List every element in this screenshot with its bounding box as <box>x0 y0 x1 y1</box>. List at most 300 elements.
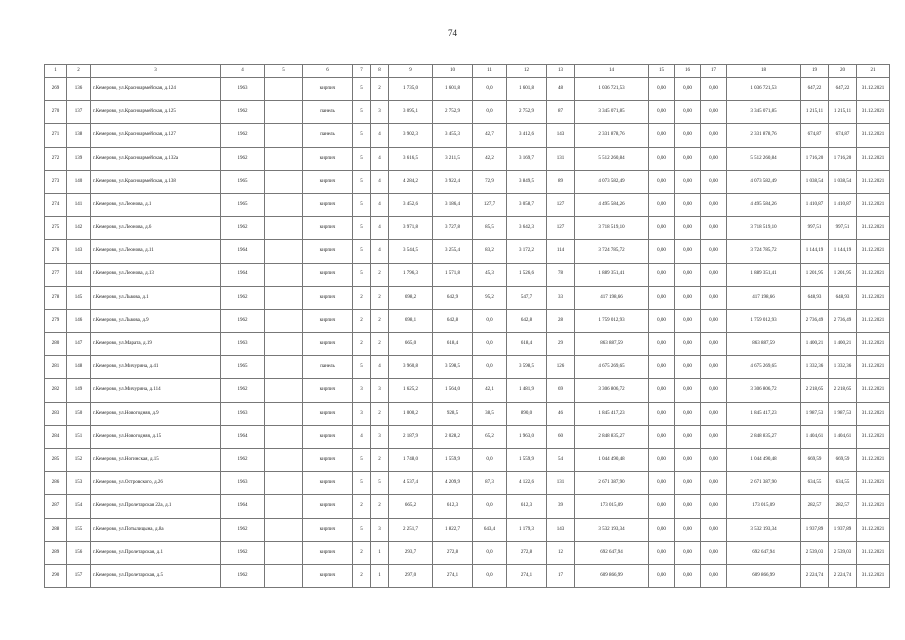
table-cell <box>265 124 303 147</box>
table-cell: 2 028,2 <box>433 425 473 448</box>
table-cell: 0,00 <box>649 124 675 147</box>
table-cell: 274 <box>45 193 67 216</box>
table-cell: 1962 <box>221 309 265 332</box>
table-row <box>45 309 890 332</box>
table-cell: 31.12.2021 <box>857 472 890 495</box>
table-cell: 1 400,21 <box>829 333 857 356</box>
table-cell: 0,00 <box>649 217 675 240</box>
table-cell: 31.12.2021 <box>857 170 890 193</box>
table-cell: 278 <box>45 286 67 309</box>
column-number-cell: 1 <box>45 65 67 78</box>
table-cell: 1 038,54 <box>829 170 857 193</box>
table-cell: 5 512 260,84 <box>727 147 801 170</box>
table-row <box>45 495 890 518</box>
table-cell: 0,00 <box>649 286 675 309</box>
table-cell: 281 <box>45 356 67 379</box>
table-cell: 665,2 <box>389 495 433 518</box>
table-cell: 1 <box>371 541 389 564</box>
table-cell: 0,00 <box>675 263 701 286</box>
table-cell: 0,00 <box>675 333 701 356</box>
table-cell: 3 211,5 <box>433 147 473 170</box>
table-cell: 2 539,03 <box>829 541 857 564</box>
table-cell: 4 209,9 <box>433 472 473 495</box>
table-row <box>45 286 890 309</box>
table-cell: 31.12.2021 <box>857 124 890 147</box>
table-cell: 5 <box>353 193 371 216</box>
table-cell: 3 718 519,10 <box>575 217 649 240</box>
table-cell: 417 198,66 <box>727 286 801 309</box>
table-cell: 2 <box>353 309 371 332</box>
table-cell: 0,0 <box>473 78 507 101</box>
table-cell: 89 <box>547 170 575 193</box>
table-cell: 3 <box>371 379 389 402</box>
table-cell: 692 647,94 <box>575 541 649 564</box>
table-cell: 4 <box>371 147 389 170</box>
table-cell: 289 <box>45 541 67 564</box>
table-cell: 270 <box>45 101 67 124</box>
table-cell: 0,00 <box>675 309 701 332</box>
table-cell: 3 186,4 <box>433 193 473 216</box>
column-number-cell: 5 <box>265 65 303 78</box>
table-cell: г.Кемерово, ул.Леонова, д.6 <box>91 217 221 240</box>
table-cell: 698,1 <box>389 309 433 332</box>
table-cell: 674,87 <box>829 124 857 147</box>
table-cell: 4 284,2 <box>389 170 433 193</box>
table-cell: 4 <box>371 356 389 379</box>
table-row <box>45 541 890 564</box>
table-cell: 3 <box>353 379 371 402</box>
table-cell: 2 736,49 <box>801 309 829 332</box>
table-cell <box>265 472 303 495</box>
table-cell: 274,1 <box>433 564 473 587</box>
table-cell: 287 <box>45 495 67 518</box>
table-cell: 1963 <box>221 472 265 495</box>
table-cell: 143 <box>67 240 91 263</box>
table-row <box>45 333 890 356</box>
table-cell: 1 759 012,93 <box>575 309 649 332</box>
table-cell: 0,00 <box>701 472 727 495</box>
table-cell: 157 <box>67 564 91 587</box>
table-cell: 31.12.2021 <box>857 309 890 332</box>
table-cell: 31.12.2021 <box>857 286 890 309</box>
table-cell: 282,57 <box>801 495 829 518</box>
table-cell: 0,00 <box>649 101 675 124</box>
table-cell: 5 <box>353 449 371 472</box>
table-cell: 126 <box>547 356 575 379</box>
table-cell: 2 <box>371 402 389 425</box>
table-cell: 4 073 582,49 <box>727 170 801 193</box>
table-cell: 3 849,5 <box>507 170 547 193</box>
table-cell: г.Кемерово, ул.Пролетарская, д.1 <box>91 541 221 564</box>
table-cell: 4 675 269,65 <box>727 356 801 379</box>
table-cell: 928,5 <box>433 402 473 425</box>
table-cell: 297,0 <box>389 564 433 587</box>
table-cell: 1965 <box>221 193 265 216</box>
table-cell: кирпич <box>303 379 353 402</box>
table-cell: 3 724 785,72 <box>575 240 649 263</box>
table-cell: 282 <box>45 379 67 402</box>
table-cell: 3 <box>371 425 389 448</box>
table-cell: 648,93 <box>801 286 829 309</box>
table-cell: 31.12.2021 <box>857 263 890 286</box>
table-cell: 1 332,36 <box>801 356 829 379</box>
table-cell: 692 647,94 <box>727 541 801 564</box>
table-cell: 0,0 <box>473 449 507 472</box>
table-cell: 2 848 835,27 <box>575 425 649 448</box>
table-cell: 65,2 <box>473 425 507 448</box>
table-cell: 0,00 <box>701 78 727 101</box>
table-cell: 0,00 <box>675 170 701 193</box>
table-cell: 1 404,61 <box>829 425 857 448</box>
table-cell: 0,00 <box>649 564 675 587</box>
table-cell: 2 331 878,76 <box>575 124 649 147</box>
column-number-cell: 16 <box>675 65 701 78</box>
table-cell: 648,93 <box>829 286 857 309</box>
table-cell: 4 495 584,26 <box>575 193 649 216</box>
table-cell: г.Кемерово, ул.Леонова, д.11 <box>91 240 221 263</box>
table-cell: 276 <box>45 240 67 263</box>
table-cell: 0,00 <box>675 286 701 309</box>
table-cell: 4 495 584,26 <box>727 193 801 216</box>
table-cell: 1 963,0 <box>507 425 547 448</box>
table-cell: 642,9 <box>433 286 473 309</box>
table-cell: 42,7 <box>473 124 507 147</box>
table-cell: 38,5 <box>473 402 507 425</box>
table-cell: 31.12.2021 <box>857 425 890 448</box>
table-cell: 114 <box>547 240 575 263</box>
table-cell: 2 <box>371 78 389 101</box>
table-cell: 0,00 <box>675 402 701 425</box>
table-cell: 3 255,4 <box>433 240 473 263</box>
table-cell: кирпич <box>303 217 353 240</box>
table-cell: 3 345 071,85 <box>727 101 801 124</box>
table-row <box>45 263 890 286</box>
table-cell: 46 <box>547 402 575 425</box>
table-cell: 1 144,19 <box>801 240 829 263</box>
table-cell: 31.12.2021 <box>857 379 890 402</box>
table-cell: 4 <box>353 425 371 448</box>
table-cell: 0,00 <box>675 541 701 564</box>
table-cell: 2 224,74 <box>829 564 857 587</box>
table-row <box>45 402 890 425</box>
table-cell <box>265 518 303 541</box>
table-cell: 272 <box>45 147 67 170</box>
table-cell: 5 <box>353 356 371 379</box>
table-cell: 0,0 <box>473 333 507 356</box>
column-number-cell: 19 <box>801 65 829 78</box>
table-cell: г.Кемерово, ул.Леонова, д.13 <box>91 263 221 286</box>
table-cell: 28 <box>547 309 575 332</box>
table-cell: 0,00 <box>701 425 727 448</box>
table-cell: 0,00 <box>675 147 701 170</box>
table-cell: 0,00 <box>649 170 675 193</box>
table-cell <box>265 425 303 448</box>
table-cell: 3 169,7 <box>507 147 547 170</box>
table-cell <box>265 402 303 425</box>
table-cell: 149 <box>67 379 91 402</box>
table-cell: 3 095,1 <box>389 101 433 124</box>
table-cell: 147 <box>67 333 91 356</box>
table-cell: 0,00 <box>701 124 727 147</box>
table-row <box>45 170 890 193</box>
table-cell: г.Кемерово, ул.Островского, д.26 <box>91 472 221 495</box>
table-cell: 31.12.2021 <box>857 78 890 101</box>
table-cell: 2 251,7 <box>389 518 433 541</box>
table-cell <box>265 333 303 356</box>
page-number: 74 <box>448 28 457 38</box>
table-cell: 4 <box>371 240 389 263</box>
table-cell: 4 <box>371 193 389 216</box>
table-cell: 642,8 <box>507 309 547 332</box>
table-cell: 4 <box>371 124 389 147</box>
table-cell: 143 <box>547 518 575 541</box>
table-cell: г.Кемерово, ул.Пролетарская, д.5 <box>91 564 221 587</box>
table-cell: 0,00 <box>701 147 727 170</box>
table-cell: 5 <box>353 170 371 193</box>
table-cell: 146 <box>67 309 91 332</box>
column-number-cell: 6 <box>303 65 353 78</box>
table-cell: 1 400,21 <box>801 333 829 356</box>
table-cell: 150 <box>67 402 91 425</box>
table-cell: 0,0 <box>473 101 507 124</box>
table-cell: 0,00 <box>701 193 727 216</box>
table-cell: 45,3 <box>473 263 507 286</box>
table-cell: 3 727,8 <box>433 217 473 240</box>
table-cell: 0,0 <box>473 309 507 332</box>
table-cell: 1 144,19 <box>829 240 857 263</box>
table-cell: 618,4 <box>507 333 547 356</box>
table-cell: 2 <box>353 286 371 309</box>
table-cell: 0,00 <box>701 240 727 263</box>
table-cell <box>265 217 303 240</box>
table-cell: 137 <box>67 101 91 124</box>
table-cell: 642,8 <box>433 309 473 332</box>
table-cell: 3 532 193,34 <box>727 518 801 541</box>
table-cell: 139 <box>67 147 91 170</box>
table-cell: кирпич <box>303 263 353 286</box>
table-cell: 54 <box>547 449 575 472</box>
table-cell: 5 <box>353 518 371 541</box>
table-cell: 3 532 193,34 <box>575 518 649 541</box>
table-row <box>45 147 890 170</box>
table-cell <box>265 379 303 402</box>
table-cell: г.Кемерово, ул.Потылицына, д.8а <box>91 518 221 541</box>
table-cell: 2 <box>371 286 389 309</box>
table-cell: 31.12.2021 <box>857 356 890 379</box>
table-cell: 1962 <box>221 541 265 564</box>
table-cell: 3 971,8 <box>389 217 433 240</box>
table-cell <box>265 78 303 101</box>
table-cell: 2 671 387,90 <box>727 472 801 495</box>
table-cell: 1 044 490,48 <box>575 449 649 472</box>
table-cell: г.Кемерово, ул.Пролетарская 22а, д.1 <box>91 495 221 518</box>
table-cell: 0,00 <box>649 147 675 170</box>
table-cell: 1 845 417,23 <box>727 402 801 425</box>
table-cell: 3 960,8 <box>389 356 433 379</box>
table-cell: 155 <box>67 518 91 541</box>
table-cell: 87,3 <box>473 472 507 495</box>
table-cell: 0,00 <box>701 541 727 564</box>
table-cell: 1 564,0 <box>433 379 473 402</box>
table-cell: 0,00 <box>701 495 727 518</box>
table-cell: 609 866,99 <box>575 564 649 587</box>
table-cell: 3 452,6 <box>389 193 433 216</box>
column-number-cell: 12 <box>507 65 547 78</box>
table-cell: г.Кемерово, ул.Красноармейская, д.124 <box>91 78 221 101</box>
table-cell: 3 <box>353 402 371 425</box>
table-cell: 127 <box>547 217 575 240</box>
table-cell: 0,00 <box>701 379 727 402</box>
table-cell: кирпич <box>303 495 353 518</box>
table-cell: 0,00 <box>675 124 701 147</box>
table-cell: 0,00 <box>649 309 675 332</box>
table-cell: 127 <box>547 193 575 216</box>
table-cell: 0,00 <box>675 518 701 541</box>
column-number-cell: 2 <box>67 65 91 78</box>
table-cell: 1962 <box>221 286 265 309</box>
table-cell: 0,00 <box>675 217 701 240</box>
table-cell: 0,00 <box>675 379 701 402</box>
table-cell: 1 822,7 <box>433 518 473 541</box>
table-cell: кирпич <box>303 518 353 541</box>
table-cell: 1 000,2 <box>389 402 433 425</box>
table-row <box>45 240 890 263</box>
table-cell: 141 <box>67 193 91 216</box>
table-cell: 1 215,11 <box>829 101 857 124</box>
table-cell: г.Кемерово, ул.Красноармейская, д.132а <box>91 147 221 170</box>
table-cell: г.Кемерово, ул.Мичурина, д.41 <box>91 356 221 379</box>
table-cell: 282,57 <box>829 495 857 518</box>
column-number-cell: 4 <box>221 65 265 78</box>
table-cell: г.Кемерово, ул.Марата, д.19 <box>91 333 221 356</box>
table-cell: 1 748,0 <box>389 449 433 472</box>
table-cell: 1965 <box>221 356 265 379</box>
table-cell: кирпич <box>303 78 353 101</box>
table-cell: 1962 <box>221 518 265 541</box>
table-cell: 5 512 260,84 <box>575 147 649 170</box>
table-cell <box>265 309 303 332</box>
table-cell: 1962 <box>221 217 265 240</box>
table-row <box>45 472 890 495</box>
table-cell: 0,00 <box>649 356 675 379</box>
table-cell: г.Кемерово, ул.Красноармейская, д.138 <box>91 170 221 193</box>
table-cell: 0,00 <box>649 472 675 495</box>
table-cell: 1963 <box>221 333 265 356</box>
table-cell: 547,7 <box>507 286 547 309</box>
table-cell: 1 201,95 <box>801 263 829 286</box>
table-cell: 2 752,9 <box>433 101 473 124</box>
table-cell: 609 866,99 <box>727 564 801 587</box>
table-cell: 2 752,9 <box>507 101 547 124</box>
table-cell: 286 <box>45 472 67 495</box>
table-cell: 0,0 <box>473 356 507 379</box>
table-cell: 1 044 490,48 <box>727 449 801 472</box>
table-cell: 863 887,59 <box>575 333 649 356</box>
table-cell: 293,7 <box>389 541 433 564</box>
column-number-cell: 13 <box>547 65 575 78</box>
table-row <box>45 217 890 240</box>
table-cell: 1 410,87 <box>801 193 829 216</box>
table-cell: 0,00 <box>649 193 675 216</box>
table-cell <box>265 356 303 379</box>
table-cell: 0,00 <box>701 333 727 356</box>
table-cell: 5 <box>353 124 371 147</box>
table-cell: 1 036 721,53 <box>575 78 649 101</box>
table-cell: кирпич <box>303 333 353 356</box>
table-cell: 3 642,3 <box>507 217 547 240</box>
table-cell: 31.12.2021 <box>857 333 890 356</box>
table-cell: 1 526,6 <box>507 263 547 286</box>
table-cell: 3 306 806,72 <box>575 379 649 402</box>
table-cell: г.Кемерово, ул.Ногинская, д.15 <box>91 449 221 472</box>
table-cell: г.Кемерово, ул.Мичурина, д.114 <box>91 379 221 402</box>
table-cell: 0,00 <box>701 449 727 472</box>
table-cell: 31.12.2021 <box>857 147 890 170</box>
table-cell: 12 <box>547 541 575 564</box>
table-cell <box>265 263 303 286</box>
table-cell: 5 <box>353 147 371 170</box>
table-cell: 31.12.2021 <box>857 518 890 541</box>
table-cell: 1964 <box>221 425 265 448</box>
table-cell: 0,00 <box>649 425 675 448</box>
table-cell: 95,2 <box>473 286 507 309</box>
table-cell: 612,3 <box>433 495 473 518</box>
table-cell: 1 889 351,41 <box>727 263 801 286</box>
table-cell: 275 <box>45 217 67 240</box>
table-cell: 634,55 <box>801 472 829 495</box>
table-cell: 42,1 <box>473 379 507 402</box>
table-cell <box>265 286 303 309</box>
table-cell: 1 937,89 <box>829 518 857 541</box>
column-number-cell: 11 <box>473 65 507 78</box>
table-cell: 1 987,53 <box>801 402 829 425</box>
column-number-cell: 9 <box>389 65 433 78</box>
table-cell: 4 675 269,65 <box>575 356 649 379</box>
table-cell: 674,87 <box>801 124 829 147</box>
table-cell: 2 848 835,27 <box>727 425 801 448</box>
table-cell: 154 <box>67 495 91 518</box>
table-cell: 87 <box>547 101 575 124</box>
table-cell: г.Кемерово, ул.Новогодняя, д.15 <box>91 425 221 448</box>
table-cell: 1 716,20 <box>801 147 829 170</box>
table-cell: 1962 <box>221 124 265 147</box>
table-cell: 1963 <box>221 402 265 425</box>
table-row <box>45 101 890 124</box>
table-cell: 1 481,9 <box>507 379 547 402</box>
table-cell: 0,00 <box>675 495 701 518</box>
table-cell: 0,00 <box>675 101 701 124</box>
table-cell: 1 735,0 <box>389 78 433 101</box>
table-cell: 0,00 <box>649 518 675 541</box>
table-cell: 4 073 582,49 <box>575 170 649 193</box>
table-cell: 144 <box>67 263 91 286</box>
table-cell: панель <box>303 101 353 124</box>
table-cell: 3 544,5 <box>389 240 433 263</box>
table-cell: 42,2 <box>473 147 507 170</box>
table-cell: 2 539,03 <box>801 541 829 564</box>
table-cell: 173 015,09 <box>575 495 649 518</box>
table-cell: г.Кемерово, ул.Львова, д.9 <box>91 309 221 332</box>
table-cell: 1 404,61 <box>801 425 829 448</box>
table-cell: 1 410,87 <box>829 193 857 216</box>
table-cell: 0,00 <box>675 564 701 587</box>
table-cell: 0,00 <box>675 449 701 472</box>
table-cell: 5 <box>353 240 371 263</box>
table-cell: 78 <box>547 263 575 286</box>
table-cell: 152 <box>67 449 91 472</box>
table-cell: 156 <box>67 541 91 564</box>
table-cell: 2 218,65 <box>801 379 829 402</box>
